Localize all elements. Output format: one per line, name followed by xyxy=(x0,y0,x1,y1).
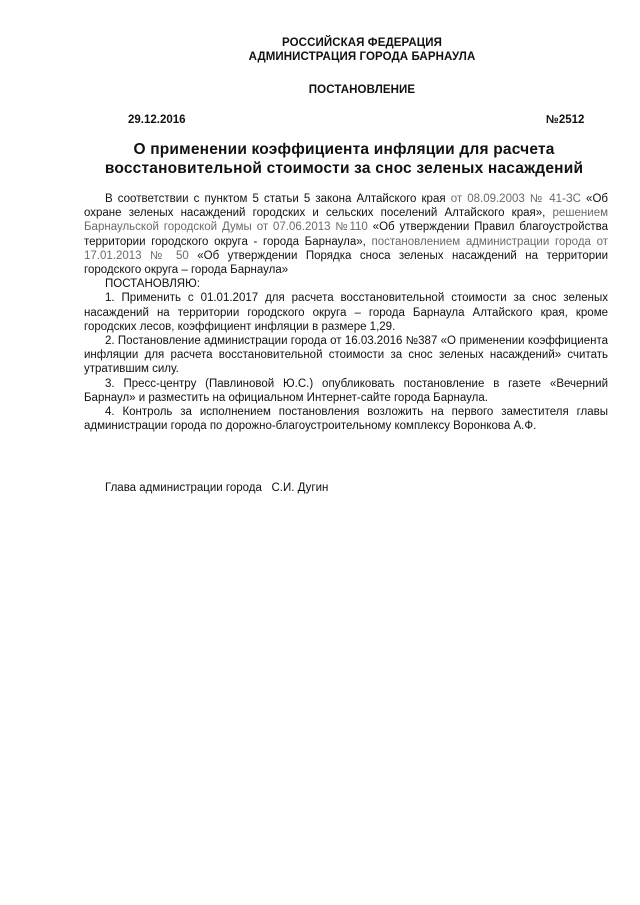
preamble-text: «Об утверждении Порядка сноса зеленых насаждений на территории городского округа – города Барнаула» xyxy=(84,249,608,277)
item-3: 3. Пресс-центру (Павлиновой Ю.С.) опубликовать постановление в газете «Вечерний Барнаул» и разместить на официальном Интернет-сайте города Барнаула. xyxy=(84,377,608,404)
signature-name: С.И. Дугин xyxy=(271,482,329,494)
item-4: 4. Контроль за исполнением постановления возложить на первого заместителя главы администрации города по дорожно-благоустроительному комплексу Воронкова А.Ф. xyxy=(84,406,608,433)
decree-word: ПОСТАНОВЛЯЮ: xyxy=(105,278,200,291)
preamble-decree-ref: постановлением администрации города от 17.01.2013 № 50 xyxy=(84,235,608,262)
preamble-paragraph xyxy=(84,192,608,277)
document-title: О применении коэффициента инфляции для расчета восстановительной стоимости за снос зеленых насаждений xyxy=(104,141,584,177)
header-administration: АДМИНИСТРАЦИЯ ГОРОДА БАРНАУЛА xyxy=(248,51,476,63)
document-number: №2512 xyxy=(546,114,585,126)
document-date: 29.12.2016 xyxy=(128,114,186,126)
preamble-duma-ref: решением Барнаульской городской Думы от 07.06.2013 №110 xyxy=(84,207,608,234)
document-body xyxy=(84,192,608,433)
signature-position: Глава администрации города xyxy=(105,482,262,494)
item-2: 2. Постановление администрации города от 16.03.2016 №387 «О применении коэффициента инфляции для расчета восстановительной стоимости за снос зеленых насаждений» считать утратившим силу. xyxy=(84,335,608,376)
signature-block xyxy=(105,481,328,495)
preamble-text: В соответствии с пунктом 5 статьи 5 закона Алтайского края xyxy=(105,193,451,205)
preamble-law-ref: от 08.09.2003 № 41-ЗС xyxy=(450,193,581,205)
header-country: РОССИЙСКАЯ ФЕДЕРАЦИЯ xyxy=(282,37,442,49)
preamble-text: «Об охране зеленых насаждений городских и сельских поселений Алтайского края», xyxy=(84,193,608,220)
item-1: 1. Применить с 01.01.2017 для расчета восстановительной стоимости за снос зеленых насаждений на территории городского округа – города Барнаула Алтайского края, кроме городских лесов, коэффициент инфляции в размере 1,29. xyxy=(84,292,608,333)
preamble-text: «Об утверждении Правил благоустройства территории городского округа - города Барнаула», xyxy=(84,221,608,248)
header-doc-type: ПОСТАНОВЛЕНИЕ xyxy=(308,84,416,96)
